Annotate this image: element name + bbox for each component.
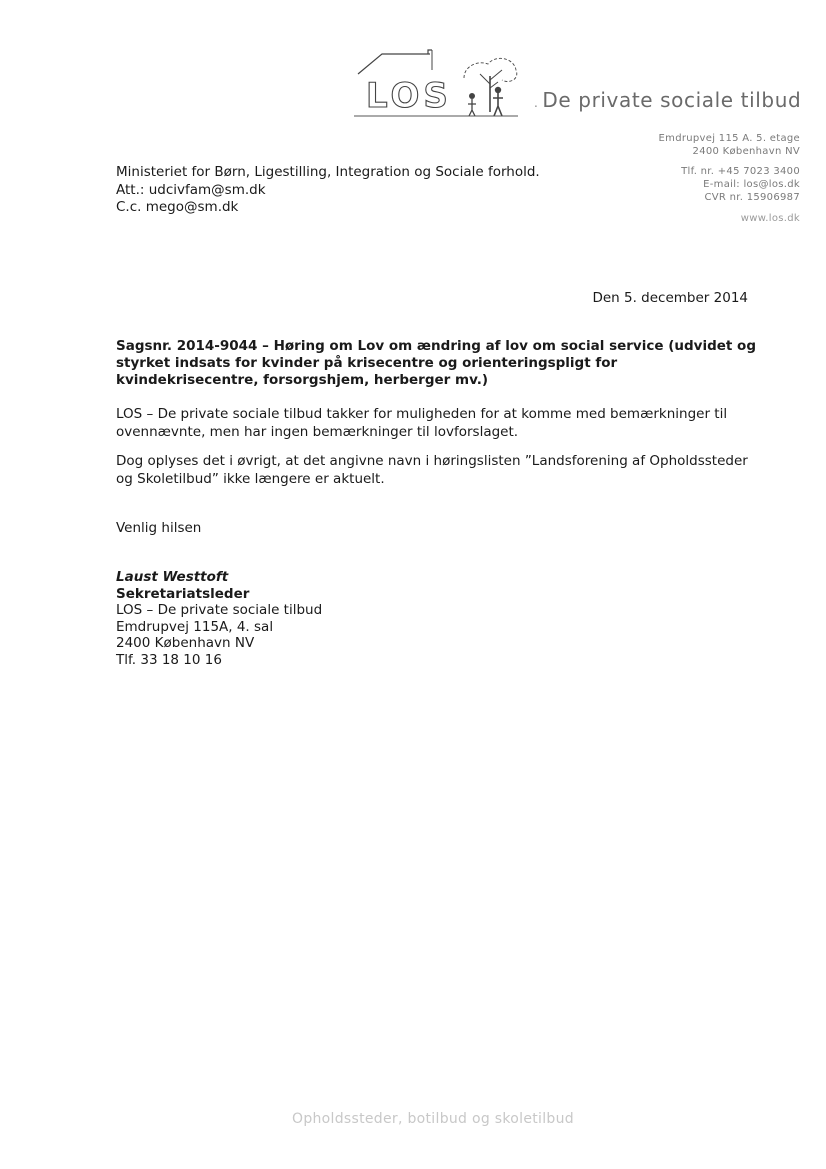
sender-contact-block bbox=[659, 132, 800, 225]
sender-address-line2: 2400 København NV bbox=[692, 146, 800, 157]
tagline: . De private sociale tilbud bbox=[534, 88, 802, 112]
closing-greeting: Venlig hilsen bbox=[116, 520, 202, 536]
svg-text:LOS: LOS bbox=[366, 76, 452, 116]
recipient-line1: Ministeriet for Børn, Ligestilling, Integration og Sociale forhold. bbox=[116, 164, 540, 180]
signer-title: Sekretariatsleder bbox=[116, 585, 250, 602]
letter-date: Den 5. december 2014 bbox=[592, 290, 748, 306]
paragraph-2-line2: og Skoletilbud” ikke længere er aktuelt. bbox=[116, 471, 385, 487]
recipient-line3: C.c. mego@sm.dk bbox=[116, 199, 239, 215]
paragraph-2 bbox=[116, 452, 766, 488]
footer-tagline: Opholdssteder, botilbud og skoletilbud bbox=[292, 1111, 574, 1127]
subject-heading: Sagsnr. 2014-9044 – Høring om Lov om ændring af lov om social service (udvidet og styrket indsats for kvinder på krisecentre og orienteringspligt for kvindekrisecentre, forsorgshjem, herberger mv.) bbox=[116, 338, 756, 388]
los-logo bbox=[352, 44, 522, 120]
signer-phone: Tlf. 33 18 10 16 bbox=[116, 651, 222, 668]
signer-name: Laust Westtoft bbox=[116, 569, 229, 585]
recipient-line2: Att.: udcivfam@sm.dk bbox=[116, 181, 266, 198]
sender-address-line1: Emdrupvej 115 A. 5. etage bbox=[658, 133, 800, 144]
signer-address1: Emdrupvej 115A, 4. sal bbox=[116, 618, 274, 635]
sender-web: www.los.dk bbox=[740, 213, 800, 224]
recipient-block bbox=[116, 164, 540, 217]
paragraph-2-line1: Dog oplyses det i øvrigt, at det angivne navn i høringslisten ”Landsforening af Opholdssteder bbox=[116, 453, 748, 469]
signer-org: LOS – De private sociale tilbud bbox=[116, 602, 323, 618]
sender-phone: Tlf. nr. +45 7023 3400 bbox=[681, 166, 800, 177]
sender-cvr: CVR nr. 15906987 bbox=[704, 192, 800, 203]
sender-email: E-mail: los@los.dk bbox=[703, 179, 800, 190]
signer-address2: 2400 København NV bbox=[116, 635, 255, 651]
signature-block bbox=[116, 569, 322, 668]
paragraph-1-line1: LOS – De private sociale tilbud takker for muligheden for at komme med bemærkninger til bbox=[116, 406, 728, 422]
paragraph-1-line2: ovennævnte, men har ingen bemærkninger til lovforslaget. bbox=[116, 424, 519, 440]
paragraph-1 bbox=[116, 405, 766, 441]
